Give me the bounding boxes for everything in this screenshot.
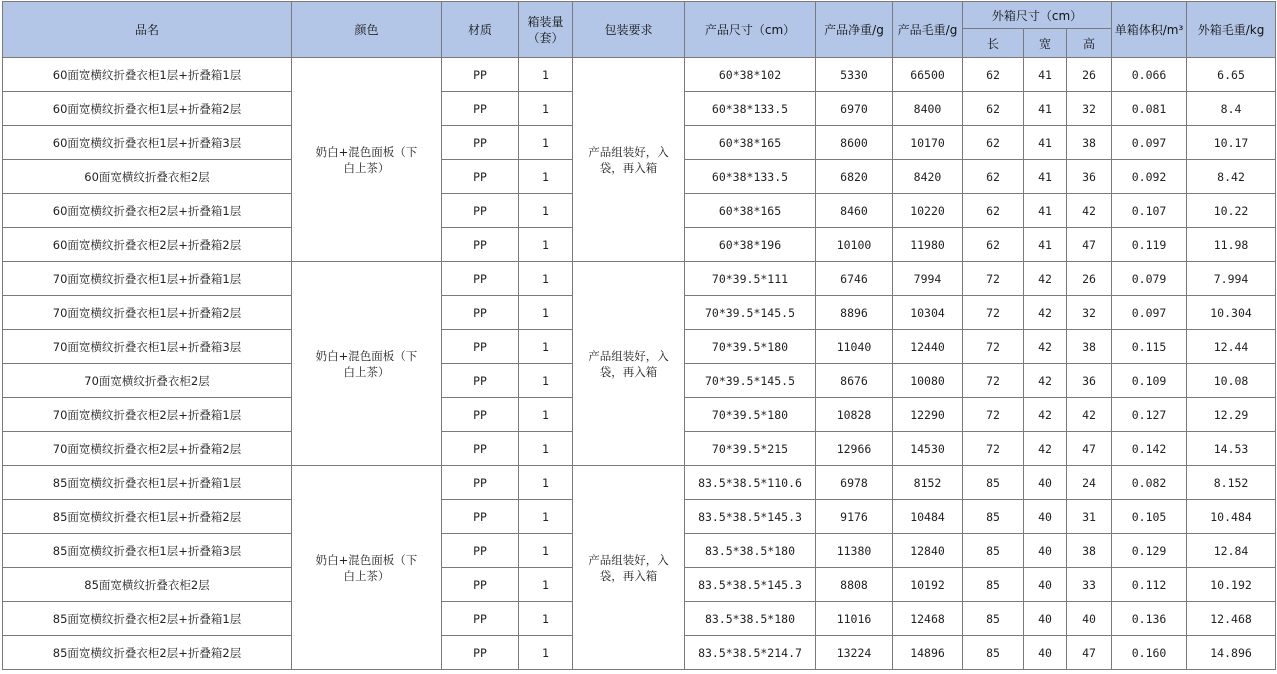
cell-product-size: 70*39.5*180: [685, 330, 816, 364]
cell-name: 70面宽横纹折叠衣柜1层+折叠箱3层: [3, 330, 292, 364]
cell-width: 42: [1024, 398, 1067, 432]
cell-gross-weight: 12468: [893, 602, 963, 636]
cell-color: 奶白+混色面板（下白上茶）: [292, 58, 442, 262]
header-packing: 包装要求: [573, 2, 685, 58]
cell-qty: 1: [519, 58, 573, 92]
cell-gross-weight: 8420: [893, 160, 963, 194]
cell-unit-volume: 0.107: [1112, 194, 1187, 228]
cell-qty: 1: [519, 534, 573, 568]
cell-qty: 1: [519, 194, 573, 228]
header-gross-weight: 产品毛重/g: [893, 2, 963, 58]
cell-height: 36: [1067, 160, 1112, 194]
cell-carton-gross: 11.98: [1187, 228, 1276, 262]
cell-length: 85: [963, 636, 1024, 670]
cell-net-weight: 6978: [816, 466, 893, 500]
cell-length: 85: [963, 534, 1024, 568]
cell-length: 62: [963, 58, 1024, 92]
cell-product-size: 83.5*38.5*214.7: [685, 636, 816, 670]
cell-net-weight: 10828: [816, 398, 893, 432]
cell-height: 31: [1067, 500, 1112, 534]
cell-material: PP: [442, 398, 519, 432]
cell-qty: 1: [519, 330, 573, 364]
cell-carton-gross: 10.192: [1187, 568, 1276, 602]
cell-length: 85: [963, 500, 1024, 534]
cell-net-weight: 6746: [816, 262, 893, 296]
cell-qty: 1: [519, 398, 573, 432]
cell-length: 72: [963, 262, 1024, 296]
header-width: 宽: [1024, 29, 1067, 58]
cell-unit-volume: 0.109: [1112, 364, 1187, 398]
cell-gross-weight: 7994: [893, 262, 963, 296]
cell-carton-gross: 10.304: [1187, 296, 1276, 330]
product-spec-table: [2, 1, 1276, 670]
cell-qty: 1: [519, 126, 573, 160]
cell-height: 47: [1067, 432, 1112, 466]
cell-net-weight: 8600: [816, 126, 893, 160]
cell-product-size: 70*39.5*215: [685, 432, 816, 466]
cell-width: 42: [1024, 364, 1067, 398]
cell-unit-volume: 0.119: [1112, 228, 1187, 262]
cell-product-size: 60*38*165: [685, 126, 816, 160]
cell-name: 85面宽横纹折叠衣柜2层: [3, 568, 292, 602]
cell-carton-gross: 12.29: [1187, 398, 1276, 432]
cell-height: 32: [1067, 92, 1112, 126]
cell-net-weight: 12966: [816, 432, 893, 466]
cell-material: PP: [442, 636, 519, 670]
cell-unit-volume: 0.136: [1112, 602, 1187, 636]
cell-carton-gross: 12.84: [1187, 534, 1276, 568]
cell-carton-gross: 7.994: [1187, 262, 1276, 296]
cell-name: 60面宽横纹折叠衣柜1层+折叠箱1层: [3, 58, 292, 92]
cell-name: 60面宽横纹折叠衣柜2层+折叠箱1层: [3, 194, 292, 228]
cell-length: 62: [963, 92, 1024, 126]
cell-qty: 1: [519, 602, 573, 636]
cell-name: 60面宽横纹折叠衣柜1层+折叠箱3层: [3, 126, 292, 160]
cell-material: PP: [442, 92, 519, 126]
cell-product-size: 83.5*38.5*180: [685, 534, 816, 568]
cell-material: PP: [442, 534, 519, 568]
cell-unit-volume: 0.097: [1112, 126, 1187, 160]
cell-height: 42: [1067, 398, 1112, 432]
cell-carton-gross: 12.44: [1187, 330, 1276, 364]
cell-product-size: 83.5*38.5*145.3: [685, 568, 816, 602]
cell-unit-volume: 0.082: [1112, 466, 1187, 500]
cell-qty: 1: [519, 568, 573, 602]
cell-gross-weight: 12440: [893, 330, 963, 364]
cell-material: PP: [442, 568, 519, 602]
cell-carton-gross: 8.152: [1187, 466, 1276, 500]
cell-net-weight: 5330: [816, 58, 893, 92]
cell-name: 60面宽横纹折叠衣柜2层+折叠箱2层: [3, 228, 292, 262]
cell-gross-weight: 10220: [893, 194, 963, 228]
cell-product-size: 83.5*38.5*110.6: [685, 466, 816, 500]
cell-carton-gross: 8.4: [1187, 92, 1276, 126]
cell-height: 47: [1067, 228, 1112, 262]
cell-unit-volume: 0.105: [1112, 500, 1187, 534]
cell-gross-weight: 66500: [893, 58, 963, 92]
cell-width: 41: [1024, 228, 1067, 262]
cell-name: 70面宽横纹折叠衣柜1层+折叠箱1层: [3, 262, 292, 296]
cell-carton-gross: 10.08: [1187, 364, 1276, 398]
cell-unit-volume: 0.160: [1112, 636, 1187, 670]
cell-product-size: 60*38*133.5: [685, 92, 816, 126]
cell-qty: 1: [519, 500, 573, 534]
cell-gross-weight: 8152: [893, 466, 963, 500]
cell-unit-volume: 0.092: [1112, 160, 1187, 194]
cell-gross-weight: 10170: [893, 126, 963, 160]
cell-carton-gross: 14.53: [1187, 432, 1276, 466]
cell-height: 26: [1067, 58, 1112, 92]
cell-unit-volume: 0.097: [1112, 296, 1187, 330]
cell-name: 60面宽横纹折叠衣柜2层: [3, 160, 292, 194]
cell-product-size: 60*38*102: [685, 58, 816, 92]
cell-qty: 1: [519, 228, 573, 262]
header-unit-volume: 单箱体积/m³: [1112, 2, 1187, 58]
cell-length: 85: [963, 602, 1024, 636]
cell-gross-weight: 11980: [893, 228, 963, 262]
cell-color: 奶白+混色面板（下白上茶）: [292, 466, 442, 670]
cell-product-size: 60*38*196: [685, 228, 816, 262]
cell-material: PP: [442, 58, 519, 92]
cell-material: PP: [442, 330, 519, 364]
cell-unit-volume: 0.079: [1112, 262, 1187, 296]
cell-name: 70面宽横纹折叠衣柜1层+折叠箱2层: [3, 296, 292, 330]
cell-material: PP: [442, 296, 519, 330]
cell-unit-volume: 0.066: [1112, 58, 1187, 92]
cell-height: 33: [1067, 568, 1112, 602]
cell-material: PP: [442, 126, 519, 160]
cell-gross-weight: 10080: [893, 364, 963, 398]
cell-material: PP: [442, 160, 519, 194]
cell-name: 70面宽横纹折叠衣柜2层+折叠箱2层: [3, 432, 292, 466]
cell-material: PP: [442, 228, 519, 262]
cell-name: 85面宽横纹折叠衣柜1层+折叠箱1层: [3, 466, 292, 500]
cell-name: 85面宽横纹折叠衣柜2层+折叠箱2层: [3, 636, 292, 670]
cell-net-weight: 8808: [816, 568, 893, 602]
cell-height: 47: [1067, 636, 1112, 670]
cell-gross-weight: 14530: [893, 432, 963, 466]
cell-carton-gross: 6.65: [1187, 58, 1276, 92]
cell-product-size: 70*39.5*145.5: [685, 364, 816, 398]
cell-length: 85: [963, 568, 1024, 602]
cell-qty: 1: [519, 296, 573, 330]
cell-material: PP: [442, 500, 519, 534]
cell-gross-weight: 12290: [893, 398, 963, 432]
cell-qty: 1: [519, 636, 573, 670]
cell-width: 40: [1024, 636, 1067, 670]
cell-name: 85面宽横纹折叠衣柜2层+折叠箱1层: [3, 602, 292, 636]
cell-width: 41: [1024, 160, 1067, 194]
cell-length: 62: [963, 228, 1024, 262]
cell-height: 38: [1067, 126, 1112, 160]
cell-carton-gross: 14.896: [1187, 636, 1276, 670]
cell-qty: 1: [519, 160, 573, 194]
cell-carton-gross: 10.17: [1187, 126, 1276, 160]
cell-material: PP: [442, 364, 519, 398]
header-name: 品名: [3, 2, 292, 58]
cell-qty: 1: [519, 262, 573, 296]
cell-height: 26: [1067, 262, 1112, 296]
cell-net-weight: 9176: [816, 500, 893, 534]
cell-width: 41: [1024, 58, 1067, 92]
cell-width: 42: [1024, 262, 1067, 296]
cell-length: 72: [963, 432, 1024, 466]
cell-unit-volume: 0.127: [1112, 398, 1187, 432]
cell-name: 85面宽横纹折叠衣柜1层+折叠箱2层: [3, 500, 292, 534]
table-row: [3, 466, 1276, 500]
header-qty: 箱装量（套）: [519, 2, 573, 58]
cell-width: 41: [1024, 194, 1067, 228]
header-color: 颜色: [292, 2, 442, 58]
cell-net-weight: 8676: [816, 364, 893, 398]
header-product-size: 产品尺寸（cm）: [685, 2, 816, 58]
header-material: 材质: [442, 2, 519, 58]
cell-length: 72: [963, 364, 1024, 398]
cell-length: 85: [963, 466, 1024, 500]
cell-net-weight: 13224: [816, 636, 893, 670]
cell-color: 奶白+混色面板（下白上茶）: [292, 262, 442, 466]
cell-width: 41: [1024, 92, 1067, 126]
cell-product-size: 83.5*38.5*180: [685, 602, 816, 636]
cell-carton-gross: 12.468: [1187, 602, 1276, 636]
cell-qty: 1: [519, 364, 573, 398]
cell-name: 70面宽横纹折叠衣柜2层: [3, 364, 292, 398]
cell-width: 40: [1024, 500, 1067, 534]
cell-name: 60面宽横纹折叠衣柜1层+折叠箱2层: [3, 92, 292, 126]
cell-height: 40: [1067, 602, 1112, 636]
table-row: [3, 262, 1276, 296]
cell-gross-weight: 10484: [893, 500, 963, 534]
cell-width: 41: [1024, 126, 1067, 160]
cell-unit-volume: 0.115: [1112, 330, 1187, 364]
cell-net-weight: 11380: [816, 534, 893, 568]
cell-name: 85面宽横纹折叠衣柜1层+折叠箱3层: [3, 534, 292, 568]
cell-material: PP: [442, 602, 519, 636]
cell-length: 62: [963, 194, 1024, 228]
cell-height: 24: [1067, 466, 1112, 500]
cell-product-size: 70*39.5*180: [685, 398, 816, 432]
cell-width: 42: [1024, 432, 1067, 466]
cell-carton-gross: 8.42: [1187, 160, 1276, 194]
table-header: [3, 2, 1276, 58]
cell-carton-gross: 10.484: [1187, 500, 1276, 534]
cell-height: 42: [1067, 194, 1112, 228]
cell-width: 42: [1024, 330, 1067, 364]
cell-qty: 1: [519, 432, 573, 466]
cell-material: PP: [442, 194, 519, 228]
table-body: [3, 58, 1276, 670]
cell-net-weight: 8460: [816, 194, 893, 228]
cell-height: 32: [1067, 296, 1112, 330]
cell-qty: 1: [519, 92, 573, 126]
table-row: [3, 58, 1276, 92]
cell-net-weight: 6970: [816, 92, 893, 126]
header-carton-size: 外箱尺寸（cm）: [963, 2, 1112, 29]
cell-height: 38: [1067, 330, 1112, 364]
header-net-weight: 产品净重/g: [816, 2, 893, 58]
cell-net-weight: 11016: [816, 602, 893, 636]
cell-gross-weight: 8400: [893, 92, 963, 126]
cell-width: 40: [1024, 568, 1067, 602]
cell-width: 40: [1024, 466, 1067, 500]
cell-length: 72: [963, 398, 1024, 432]
cell-product-size: 83.5*38.5*145.3: [685, 500, 816, 534]
cell-net-weight: 6820: [816, 160, 893, 194]
cell-unit-volume: 0.129: [1112, 534, 1187, 568]
cell-height: 38: [1067, 534, 1112, 568]
cell-length: 62: [963, 126, 1024, 160]
cell-gross-weight: 12840: [893, 534, 963, 568]
cell-qty: 1: [519, 466, 573, 500]
cell-material: PP: [442, 466, 519, 500]
header-height: 高: [1067, 29, 1112, 58]
cell-material: PP: [442, 432, 519, 466]
cell-gross-weight: 14896: [893, 636, 963, 670]
cell-product-size: 70*39.5*145.5: [685, 296, 816, 330]
cell-product-size: 60*38*133.5: [685, 160, 816, 194]
header-length: 长: [963, 29, 1024, 58]
cell-product-size: 70*39.5*111: [685, 262, 816, 296]
cell-unit-volume: 0.081: [1112, 92, 1187, 126]
cell-net-weight: 10100: [816, 228, 893, 262]
cell-length: 62: [963, 160, 1024, 194]
cell-gross-weight: 10192: [893, 568, 963, 602]
cell-name: 70面宽横纹折叠衣柜2层+折叠箱1层: [3, 398, 292, 432]
cell-packing: 产品组装好，入袋，再入箱: [573, 262, 685, 466]
cell-width: 40: [1024, 534, 1067, 568]
cell-unit-volume: 0.112: [1112, 568, 1187, 602]
cell-length: 72: [963, 296, 1024, 330]
cell-material: PP: [442, 262, 519, 296]
cell-packing: 产品组装好，入袋，再入箱: [573, 466, 685, 670]
cell-net-weight: 11040: [816, 330, 893, 364]
cell-width: 40: [1024, 602, 1067, 636]
cell-width: 42: [1024, 296, 1067, 330]
cell-product-size: 60*38*165: [685, 194, 816, 228]
cell-gross-weight: 10304: [893, 296, 963, 330]
cell-height: 36: [1067, 364, 1112, 398]
cell-carton-gross: 10.22: [1187, 194, 1276, 228]
header-carton-gross: 外箱毛重/kg: [1187, 2, 1276, 58]
cell-length: 72: [963, 330, 1024, 364]
cell-net-weight: 8896: [816, 296, 893, 330]
cell-unit-volume: 0.142: [1112, 432, 1187, 466]
cell-packing: 产品组装好，入袋，再入箱: [573, 58, 685, 262]
